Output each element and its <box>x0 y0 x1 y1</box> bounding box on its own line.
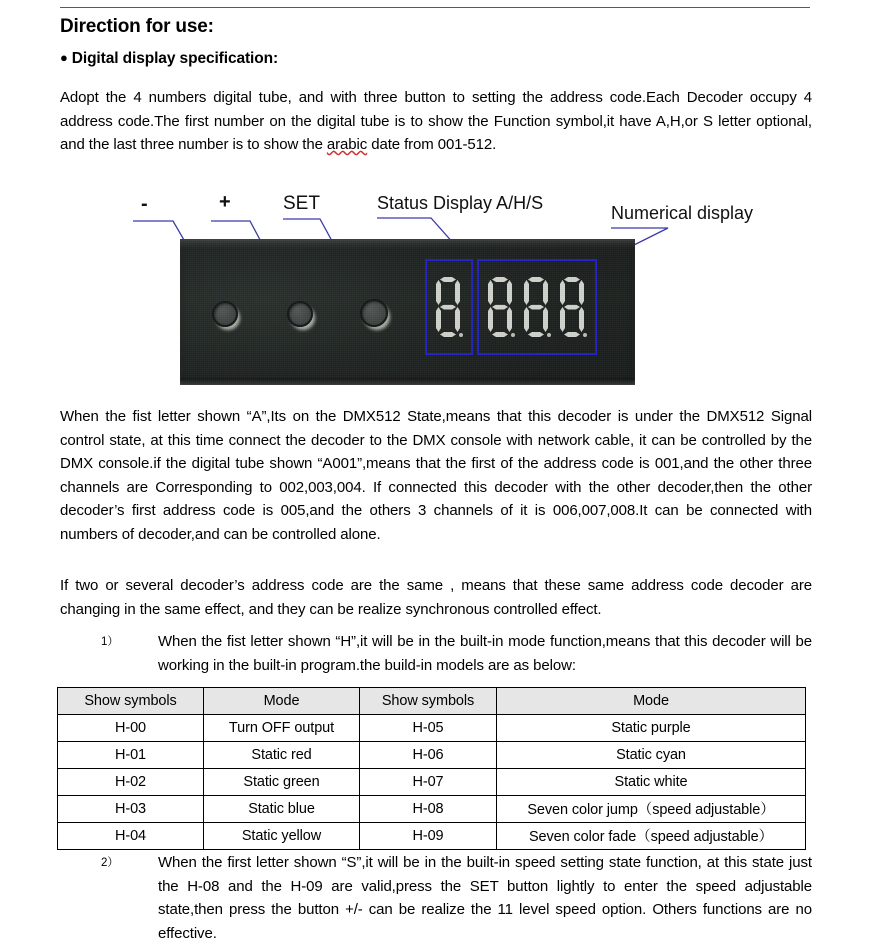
segment-f <box>560 280 565 305</box>
segment-a <box>492 277 508 282</box>
segment-a <box>564 277 580 282</box>
decimal-point <box>511 333 515 337</box>
segment-b <box>579 280 584 305</box>
cell-mode: Seven color jump（speed adjustable） <box>497 796 806 823</box>
numeric-digit <box>487 276 517 338</box>
spellcheck-word: arabic <box>326 136 368 153</box>
cell-mode: Static green <box>204 769 360 796</box>
segment-d <box>528 332 544 337</box>
status-digit-highlight-box <box>425 259 473 355</box>
segment-d <box>564 332 580 337</box>
segment-g <box>528 305 544 310</box>
cell-symbol: H-01 <box>58 742 204 769</box>
cell-symbol: H-02 <box>58 769 204 796</box>
paragraph-dmx-state: When the fist letter shown “A”,Its on the DMX512 State,means that this decoder is under the DMX512 Signal control state, at this time connect the decoder to the DMX console with network cable, it can be controlled by the DMX console.if the digital tube shown “A001”,means that the first of the address code is 001,and the other three channels are Corresponding to 002,003,004. If connected this decoder with the other decoder,then the other decoder’s first address code is 005,and the others 3 channels of it is 006,007,008.It can be connected with numbers of decoder,and can be controlled alone. <box>60 408 812 543</box>
cell-symbol: H-03 <box>58 796 204 823</box>
status-digit <box>435 276 465 338</box>
cell-mode: Static purple <box>497 715 806 742</box>
segment-c <box>455 307 460 332</box>
cell-mode: Static blue <box>204 796 360 823</box>
cell-mode: Static white <box>497 769 806 796</box>
segment-c <box>543 307 548 332</box>
subheading-text: Digital display specification: <box>71 50 279 67</box>
cell-mode: Turn OFF output <box>204 715 360 742</box>
cell-symbol: H-00 <box>58 715 204 742</box>
seven-segment-display <box>425 259 597 355</box>
cell-mode: Static cyan <box>497 742 806 769</box>
panel-bottom-edge <box>180 378 635 385</box>
list-item-text: When the first letter shown “S”,it will be in the built-in speed setting state function, at this state just the H-08 and the H-09 are valid,press the SET button lightly to enter the speed adjustable state,then press the button +/- can be realize the 11 level speed option. Others functions are no effective. <box>158 854 812 942</box>
list-item <box>101 630 812 677</box>
cell-symbol: H-09 <box>360 823 497 850</box>
section-subheading <box>60 50 278 68</box>
list-item-text: When the fist letter shown “H”,it will be in the built-in mode function,means that this decoder will be working in the built-in program.the build-in models are as below: <box>158 633 812 674</box>
segment-e <box>560 307 565 332</box>
segment-f <box>436 280 441 305</box>
segment-c <box>507 307 512 332</box>
cell-symbol: H-05 <box>360 715 497 742</box>
cell-symbol: H-08 <box>360 796 497 823</box>
segment-g <box>564 305 580 310</box>
table-row <box>58 796 806 823</box>
bullet-icon: ● <box>60 50 68 65</box>
cell-mode: Seven color fade（speed adjustable） <box>497 823 806 850</box>
intro-text-after: date from 001-512. <box>367 136 497 153</box>
label-plus-button: + <box>219 191 231 213</box>
numeric-digits-highlight-box <box>477 259 597 355</box>
paragraph-same-address: If two or several decoder’s address code are the same , means that these same address code decoder are changing in the same effect, and they can be realize synchronous controlled effect. <box>60 577 812 618</box>
device-panel-figure <box>0 183 870 393</box>
table-row <box>58 769 806 796</box>
top-divider <box>60 7 810 8</box>
list-marker: 1） <box>101 636 119 648</box>
table-row <box>58 823 806 850</box>
cell-symbol: H-04 <box>58 823 204 850</box>
decoder-front-panel <box>180 239 635 385</box>
intro-text-before: Adopt the 4 numbers digital tube, and with three button to setting the address code.Each Decoder occupy 4 address code.The first number on the digital tube is to show the Function symbol,it have A,H,or S letter optional, and the last three number is to show the <box>60 89 812 153</box>
label-minus-button: - <box>141 193 148 215</box>
segment-b <box>507 280 512 305</box>
column-header: Mode <box>204 688 360 715</box>
segment-f <box>524 280 529 305</box>
table-row <box>58 742 806 769</box>
segment-f <box>488 280 493 305</box>
panel-sheen <box>180 239 635 249</box>
list-marker: 2） <box>101 857 119 869</box>
plus-button[interactable] <box>287 301 313 327</box>
numeric-digit <box>523 276 553 338</box>
label-numerical-display: Numerical display <box>611 203 754 223</box>
numeric-digit <box>559 276 589 338</box>
segment-e <box>488 307 493 332</box>
cell-symbol: H-07 <box>360 769 497 796</box>
minus-button[interactable] <box>212 301 238 327</box>
intro-paragraph <box>60 86 812 157</box>
label-status-display: Status Display A/H/S <box>377 193 544 213</box>
segment-g <box>492 305 508 310</box>
cell-mode: Static yellow <box>204 823 360 850</box>
list-item <box>101 851 812 945</box>
segment-a <box>528 277 544 282</box>
segment-a <box>440 277 456 282</box>
segment-e <box>436 307 441 332</box>
page-title: Direction for use: <box>60 16 214 37</box>
segment-e <box>524 307 529 332</box>
decimal-point <box>547 333 551 337</box>
segment-g <box>440 305 456 310</box>
segment-c <box>579 307 584 332</box>
segment-d <box>492 332 508 337</box>
column-header: Show symbols <box>360 688 497 715</box>
table-row <box>58 715 806 742</box>
column-header: Show symbols <box>58 688 204 715</box>
built-in-modes-table <box>57 687 806 850</box>
segment-b <box>543 280 548 305</box>
set-button[interactable] <box>360 299 388 327</box>
label-set-button: SET <box>283 193 320 214</box>
table-header-row <box>58 688 806 715</box>
column-header: Mode <box>497 688 806 715</box>
segment-b <box>455 280 460 305</box>
segment-d <box>440 332 456 337</box>
cell-mode: Static red <box>204 742 360 769</box>
cell-symbol: H-06 <box>360 742 497 769</box>
decimal-point <box>583 333 587 337</box>
decimal-point <box>459 333 463 337</box>
